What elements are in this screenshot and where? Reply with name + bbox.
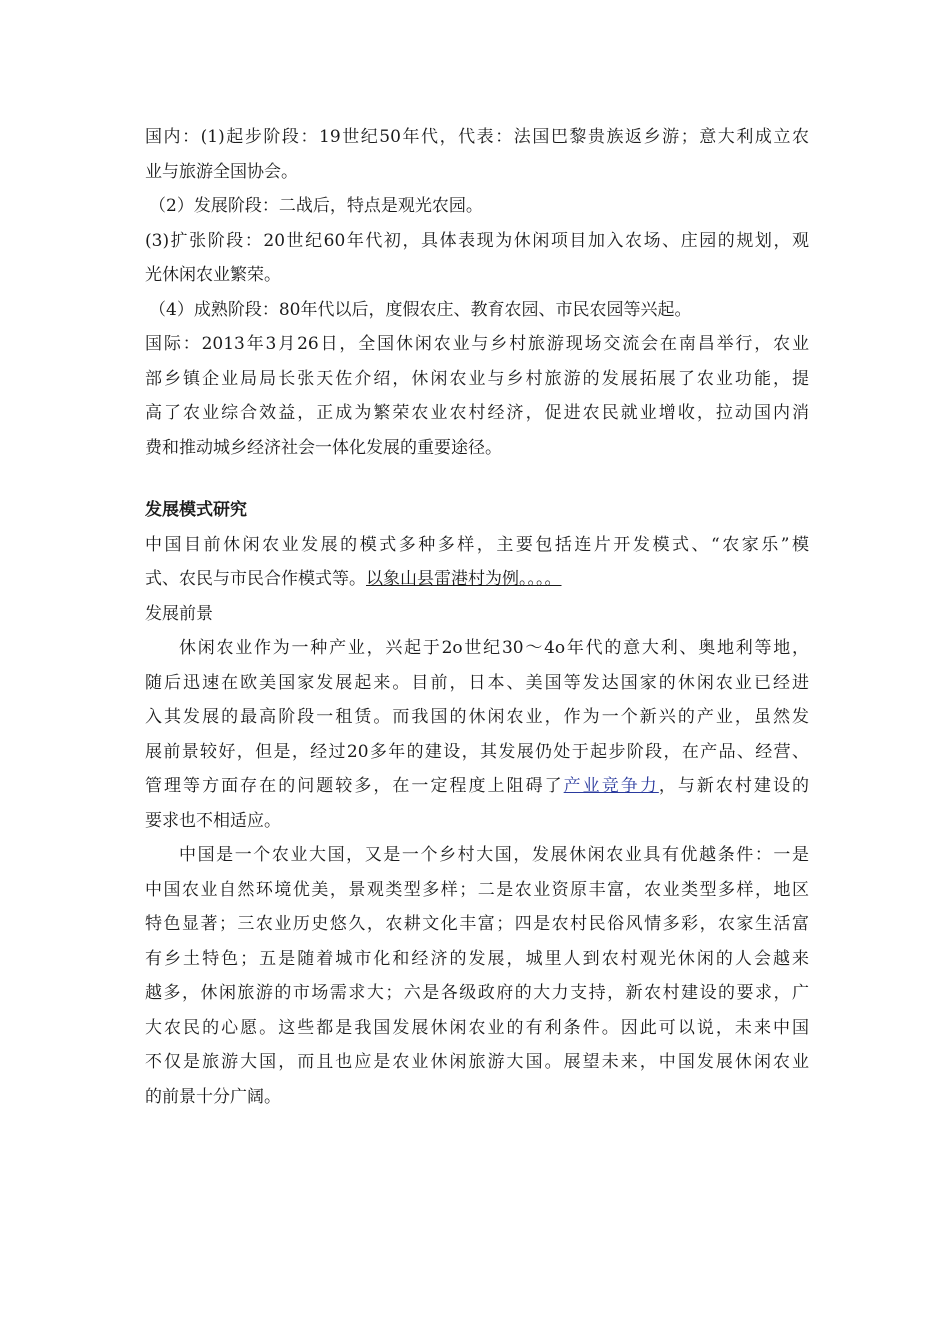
domestic-stage1-line1: 国内：(1)起步阶段：19世纪50年代，代表：法国巴黎贵族返乡游；意大利成立农 bbox=[145, 127, 809, 147]
prospects-p2-line2: 中国农业自然环境优美，景观类型多样；二是农业资原丰富，农业类型多样，地区 bbox=[145, 879, 809, 900]
section-gap bbox=[145, 465, 809, 493]
prospects-p1-line6: 要求也不相适应。 bbox=[145, 810, 281, 831]
domestic-stage1-line2: 业与旅游全国协会。 bbox=[145, 161, 298, 182]
prospects-p1-line4: 展前景较好，但是，经过20多年的建设，其发展仍处于起步阶段，在产品、经营、 bbox=[145, 741, 809, 762]
prospects-p1-line5-post: ，与新农村建设的 bbox=[658, 776, 809, 796]
stage3-line2: 光休闲农业繁荣。 bbox=[145, 265, 281, 285]
development-model-section bbox=[145, 493, 809, 597]
document-page bbox=[145, 120, 809, 1114]
prospects-p2-line5: 越多，休闲旅游的市场需求大；六是各级政府的大力支持，新农村建设的要求，广 bbox=[145, 983, 809, 1003]
prospects-p2-line3: 特色显著；三农业历史悠久，农耕文化丰富；四是农村民俗风情多彩，农家生活富 bbox=[145, 914, 809, 934]
development-model-heading: 发展模式研究 bbox=[145, 500, 247, 520]
international-line2: 部乡镇企业局局长张天佐介绍，休闲农业与乡村旅游的发展拓展了农业功能，提 bbox=[145, 368, 809, 389]
prospects-p2-line8: 的前景十分广阔。 bbox=[145, 1086, 281, 1107]
prospects-p2-line6: 大农民的心愿。这些都是我国发展休闲农业的有利条件。因此可以说，未来中国 bbox=[145, 1017, 809, 1038]
prospects-p2-line4: 有乡土特色；五是随着城市化和经济的发展，城里人到农村观光休闲的人会越来 bbox=[145, 948, 809, 969]
prospects-p1-line2: 随后迅速在欧美国家发展起来。目前，日本、美国等发达国家的休闲农业已经进 bbox=[145, 672, 809, 693]
xianggang-example-underlined: 以象山县雷港村为例。。。。 bbox=[366, 569, 562, 589]
industry-competitiveness-link[interactable]: 产业竞争力 bbox=[563, 776, 659, 796]
development-model-text: 式、农民与市民合作模式等。 bbox=[145, 569, 366, 589]
prospects-p1-line1: 休闲农业作为一种产业，兴起于2o世纪30～4o年代的意大利、奥地利等地， bbox=[179, 638, 809, 658]
prospects-p2-line7: 不仅是旅游大国，而且也应是农业休闲旅游大国。展望未来，中国发展休闲农业 bbox=[145, 1052, 809, 1072]
stage3-line1: (3)扩张阶段：20世纪60年代初，具体表现为休闲项目加入农场、庄园的规划，观 bbox=[145, 230, 809, 251]
stage4-line: （4）成熟阶段：80年代以后，度假农庄、教育农园、市民农园等兴起。 bbox=[149, 299, 692, 320]
history-section bbox=[145, 120, 809, 465]
development-model-line1: 中国目前休闲农业发展的模式多种多样，主要包括连片开发模式、“农家乐”模 bbox=[145, 534, 809, 555]
prospects-p1-line3: 入其发展的最高阶段一租赁。而我国的休闲农业，作为一个新兴的产业，虽然发 bbox=[145, 707, 809, 727]
international-line4: 费和推动城乡经济社会一体化发展的重要途径。 bbox=[145, 437, 502, 458]
prospects-p1-line5-pre: 管理等方面存在的问题较多，在一定程度上阻碍了 bbox=[145, 776, 564, 796]
prospects-section bbox=[145, 597, 809, 1115]
development-model-line2 bbox=[145, 562, 809, 597]
stage2-line: （2）发展阶段：二战后，特点是观光农园。 bbox=[149, 196, 483, 216]
international-line3: 高了农业综合效益，正成为繁荣农业农村经济，促进农民就业增收，拉动国内消 bbox=[145, 403, 809, 423]
prospects-p2-line1: 中国是一个农业大国，又是一个乡村大国，发展休闲农业具有优越条件：一是 bbox=[179, 845, 809, 865]
prospects-p1-line5 bbox=[145, 769, 809, 804]
international-line1: 国际：2013年3月26日，全国休闲农业与乡村旅游现场交流会在南昌举行，农业 bbox=[145, 334, 809, 354]
prospects-heading: 发展前景 bbox=[145, 603, 213, 624]
